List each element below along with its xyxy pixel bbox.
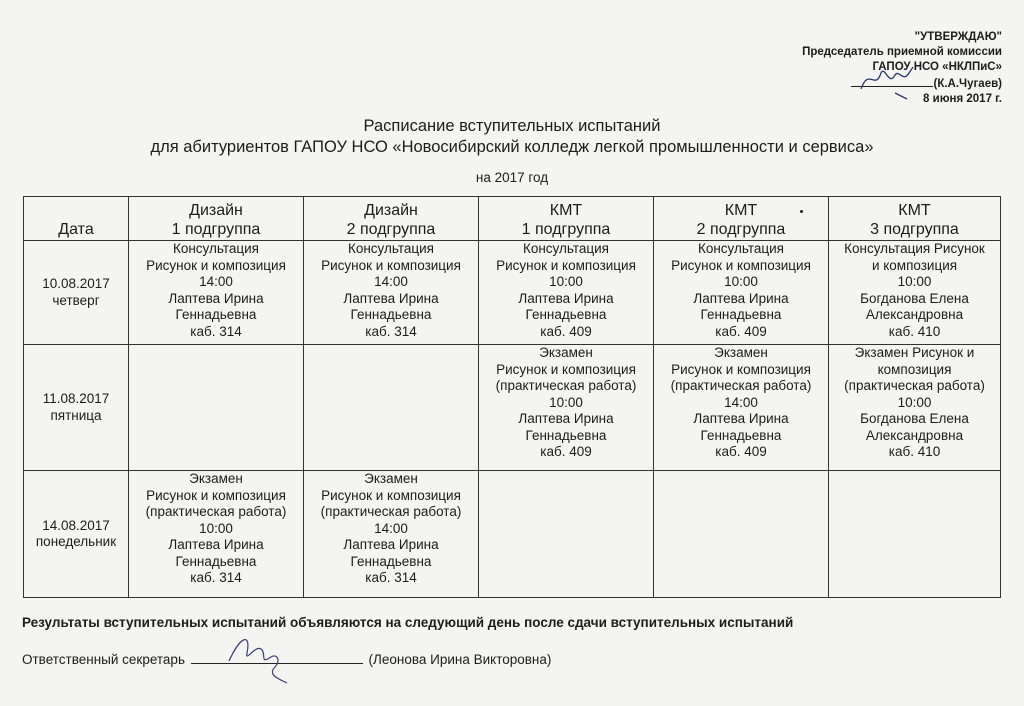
weekday-text: понедельник	[35, 534, 117, 549]
approval-block	[802, 30, 1002, 107]
cell-line: Рисунок и композиция	[321, 257, 461, 273]
cell-line: Лаптева Ирина	[343, 537, 439, 552]
schedule-cell	[129, 241, 304, 345]
cell-line: каб. 409	[540, 323, 592, 339]
cell-line: Лаптева Ирина	[343, 290, 439, 306]
date-cell	[24, 471, 129, 598]
cell-line: 10:00	[549, 394, 583, 410]
cell-line: Лаптева Ирина	[168, 290, 264, 306]
cell-line: Богданова Елена	[860, 411, 969, 426]
cell-line: и композиция	[871, 257, 958, 273]
approval-signatory	[802, 75, 1002, 92]
document-title	[0, 116, 1024, 158]
cell-line: каб. 314	[365, 570, 417, 585]
header-text: КМТ	[724, 202, 758, 219]
cell-line: Богданова Елена	[860, 290, 969, 306]
date-cell	[24, 345, 129, 471]
header-text: КМТ	[549, 202, 583, 219]
cell-line: каб. 410	[888, 444, 941, 459]
schedule-cell	[129, 345, 304, 471]
cell-line: Рисунок и композиция	[671, 257, 811, 273]
cell-line: Лаптева Ирина	[168, 537, 264, 552]
header-text: 1 подгруппа	[521, 221, 611, 238]
cell-line: каб. 410	[888, 323, 941, 339]
weekday-text: четверг	[52, 292, 100, 308]
secretary-signature-icon	[221, 631, 301, 686]
table-header-row	[24, 197, 1001, 241]
approval-organization: ГАПОУ НСО «НКЛПиС»	[872, 61, 1002, 73]
secretary-name: (Леонова Ирина Викторовна)	[368, 652, 552, 667]
cell-line: 10:00	[897, 274, 932, 289]
cell-line: каб. 409	[715, 323, 767, 339]
cell-line: каб. 409	[540, 444, 592, 459]
header-text: Дизайн	[189, 202, 243, 219]
cell-line: Геннадьевна	[525, 307, 607, 322]
header-text: Дизайн	[364, 202, 418, 219]
schedule-cell	[654, 241, 829, 345]
table-row	[24, 241, 1001, 345]
schedule-cell	[479, 241, 654, 345]
cell-line: каб. 314	[365, 323, 417, 339]
schedule-cell	[654, 345, 829, 471]
header-text: 3 подгруппа	[870, 221, 959, 238]
header-text	[25, 201, 127, 220]
secretary-signature-line	[191, 651, 363, 664]
schedule-cell	[479, 471, 654, 598]
schedule-cell	[129, 471, 304, 598]
table-row	[24, 345, 1001, 471]
schedule-cell	[304, 471, 479, 598]
cell-line: Экзамен	[364, 471, 418, 486]
cell-line: Рисунок и композиция	[671, 361, 811, 377]
date-text: 10.08.2017	[42, 276, 110, 291]
cell-line: (практическая работа)	[844, 378, 985, 393]
cell-line: Экзамен	[189, 471, 243, 486]
cell-line: Геннадьевна	[350, 553, 432, 569]
cell-line: Рисунок и композиция	[146, 487, 286, 503]
cell-line: Геннадьевна	[525, 427, 607, 443]
cell-line: 10:00	[549, 274, 583, 289]
cell-line: Александровна	[865, 427, 964, 443]
header-group-3	[479, 197, 654, 241]
cell-line: 10:00	[199, 520, 233, 536]
cell-line: Геннадьевна	[175, 307, 257, 322]
cell-line: Лаптева Ирина	[693, 290, 789, 306]
cell-line: каб. 314	[190, 323, 242, 339]
cell-line: 10:00	[897, 394, 932, 410]
cell-line: каб. 409	[715, 444, 767, 459]
cell-line: 14:00	[374, 274, 408, 289]
header-date	[24, 197, 129, 241]
cell-line: 14:00	[374, 520, 408, 536]
cell-line: Рисунок и композиция	[496, 361, 636, 377]
schedule-cell	[654, 471, 829, 598]
cell-line: Экзамен	[714, 345, 768, 360]
approval-signatory-name: (К.А.Чугаев)	[933, 78, 1002, 90]
cell-line: 10:00	[724, 274, 758, 289]
header-group-2	[304, 197, 479, 241]
cell-line: Лаптева Ирина	[693, 411, 789, 426]
header-text: КМТ	[898, 202, 931, 219]
cell-line: Рисунок и композиция	[321, 487, 461, 503]
cell-line: Лаптева Ирина	[518, 290, 614, 306]
cell-line: композиция	[877, 361, 952, 377]
header-text: 2 подгруппа	[696, 221, 786, 238]
cell-line: (практическая работа)	[670, 378, 812, 393]
cell-line: Экзамен	[539, 345, 593, 360]
cell-line: Консультация	[522, 241, 609, 256]
cell-line: Консультация	[347, 241, 434, 256]
cell-line: Лаптева Ирина	[518, 411, 614, 426]
header-group-4	[654, 197, 829, 241]
schedule-cell	[829, 471, 1001, 598]
approval-position: Председатель приемной комиссии	[802, 46, 1002, 58]
schedule-cell	[479, 345, 654, 471]
cell-line: 14:00	[724, 394, 758, 410]
cell-line: (практическая работа)	[145, 504, 287, 519]
cell-line: Александровна	[865, 307, 964, 322]
approval-date: 8 июня 2017 г.	[923, 93, 1002, 105]
cell-line: Рисунок и композиция	[146, 257, 286, 273]
cell-line: Консультация	[172, 241, 259, 256]
cell-line: (практическая работа)	[495, 378, 637, 393]
schedule-table	[23, 196, 1001, 598]
approval-signature-icon	[855, 61, 925, 101]
cell-line: Экзамен Рисунок и	[854, 345, 975, 360]
secretary-label: Ответственный секретарь	[22, 652, 185, 667]
document-title-line1: Расписание вступительных испытаний	[363, 117, 661, 135]
academic-year: на 2017 год	[475, 170, 549, 185]
cell-line: Геннадьевна	[350, 307, 432, 322]
cell-line: Геннадьевна	[175, 553, 257, 569]
header-group-5	[829, 197, 1001, 241]
document-title-line2: для абитуриентов ГАПОУ НСО «Новосибирский колледж легкой промышленности и сервиса»	[150, 138, 874, 156]
approval-heading: "УТВЕРЖДАЮ"	[914, 31, 1002, 43]
schedule-cell	[829, 345, 1001, 471]
date-text: 11.08.2017	[42, 391, 110, 406]
cell-line: каб. 314	[190, 570, 242, 585]
table-row	[24, 471, 1001, 598]
secretary-line	[22, 651, 551, 667]
header-text: Дата	[58, 221, 94, 238]
table-body	[24, 241, 1001, 598]
date-cell	[24, 241, 129, 345]
date-text: 14.08.2017	[42, 517, 110, 533]
cell-line: Рисунок и композиция	[496, 257, 636, 273]
cell-line: Консультация	[697, 241, 784, 256]
header-text: 1 подгруппа	[171, 221, 261, 238]
cell-line: 14:00	[199, 274, 233, 289]
schedule-cell	[304, 345, 479, 471]
cell-line: Консультация Рисунок	[844, 241, 985, 256]
schedule-cell	[829, 241, 1001, 345]
header-text: 2 подгруппа	[346, 221, 436, 238]
header-group-1	[129, 197, 304, 241]
approval-signature-line	[851, 75, 933, 87]
results-note: Результаты вступительных испытаний объявляются на следующий день после сдачи вступительных испытаний	[22, 615, 794, 630]
cell-line: Геннадьевна	[700, 307, 782, 322]
weekday-text: пятница	[50, 407, 102, 423]
cell-line: Геннадьевна	[700, 427, 782, 443]
cell-line: (практическая работа)	[320, 504, 462, 519]
schedule-cell	[304, 241, 479, 345]
